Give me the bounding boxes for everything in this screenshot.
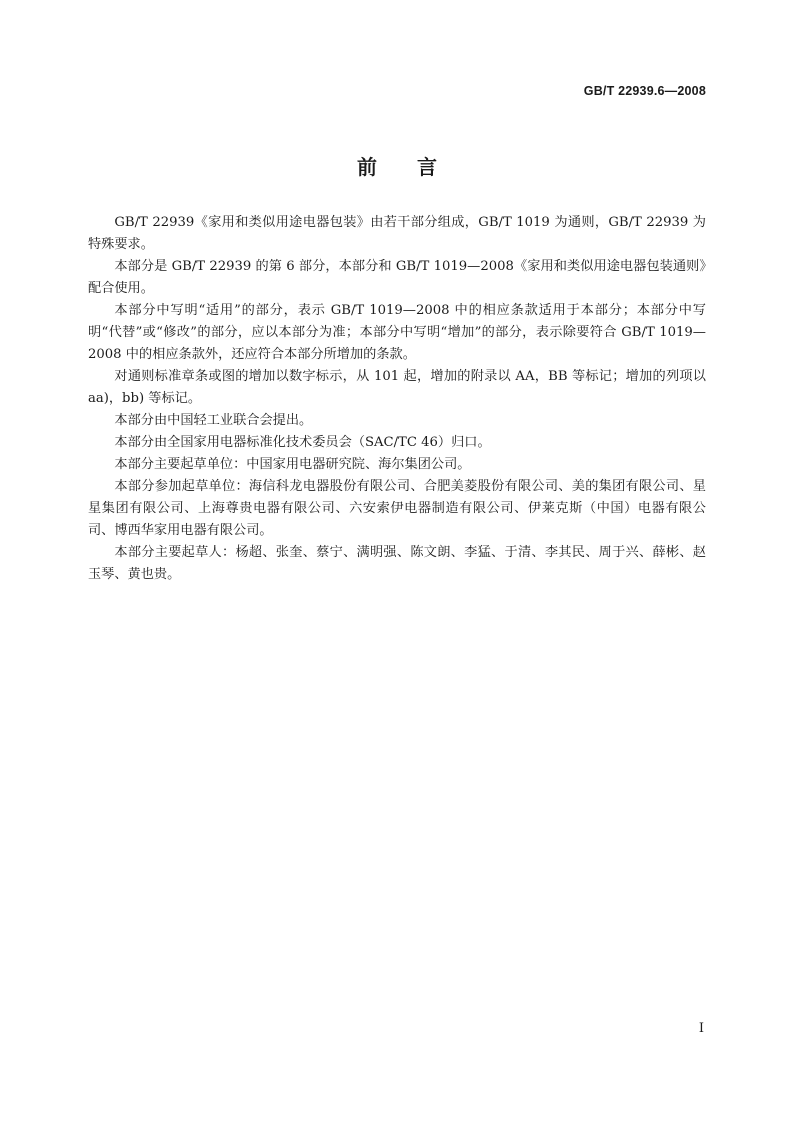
paragraph-part-scope: 本部分是 GB/T 22939 的第 6 部分，本部分和 GB/T 1019—2008《家用和类似用途电器包装通则》配合使用。 [88, 259, 706, 296]
paragraph-committee: 本部分由全国家用电器标准化技术委员会（SAC/TC 46）归口。 [114, 435, 491, 450]
page-title: 前言 [357, 155, 477, 179]
page-number: I [698, 1021, 704, 1036]
foreword-body [88, 212, 706, 586]
standard-number: GB/T 22939.6—2008 [583, 84, 706, 98]
paragraph-composition: GB/T 22939《家用和类似用途电器包装》由若干部分组成，GB/T 1019 为通则，GB/T 22939 为特殊要求。 [88, 215, 706, 252]
paragraph-participating-orgs: 本部分参加起草单位：海信科龙电器股份有限公司、合肥美菱股份有限公司、美的集团有限公司、星星集团有限公司、上海尊贵电器有限公司、六安索伊电器制造有限公司、伊莱克斯（中国）电器有限公司、博西华家用电器有限公司。 [88, 479, 706, 538]
paragraph-numbering: 对通则标准章条或图的增加以数字标示，从 101 起，增加的附录以 AA，BB 等标记；增加的列项以 aa)，bb) 等标记。 [88, 369, 706, 406]
paragraph-drafters: 本部分主要起草人：杨超、张奎、蔡宁、满明强、陈文朗、李猛、于清、李其民、周于兴、薛彬、赵玉琴、黄也贵。 [88, 545, 706, 582]
paragraph-proposer: 本部分由中国轻工业联合会提出。 [114, 413, 313, 428]
paragraph-main-drafters-org: 本部分主要起草单位：中国家用电器研究院、海尔集团公司。 [114, 457, 471, 472]
paragraph-applicability: 本部分中写明“适用”的部分，表示 GB/T 1019—2008 中的相应条款适用于本部分；本部分中写明“代替”或“修改”的部分，应以本部分为准；本部分中写明“增加”的部分，表示除要符合 GB/T 1019—2008 中的相应条款外，还应符合本部分所增加的条款。 [88, 303, 706, 362]
